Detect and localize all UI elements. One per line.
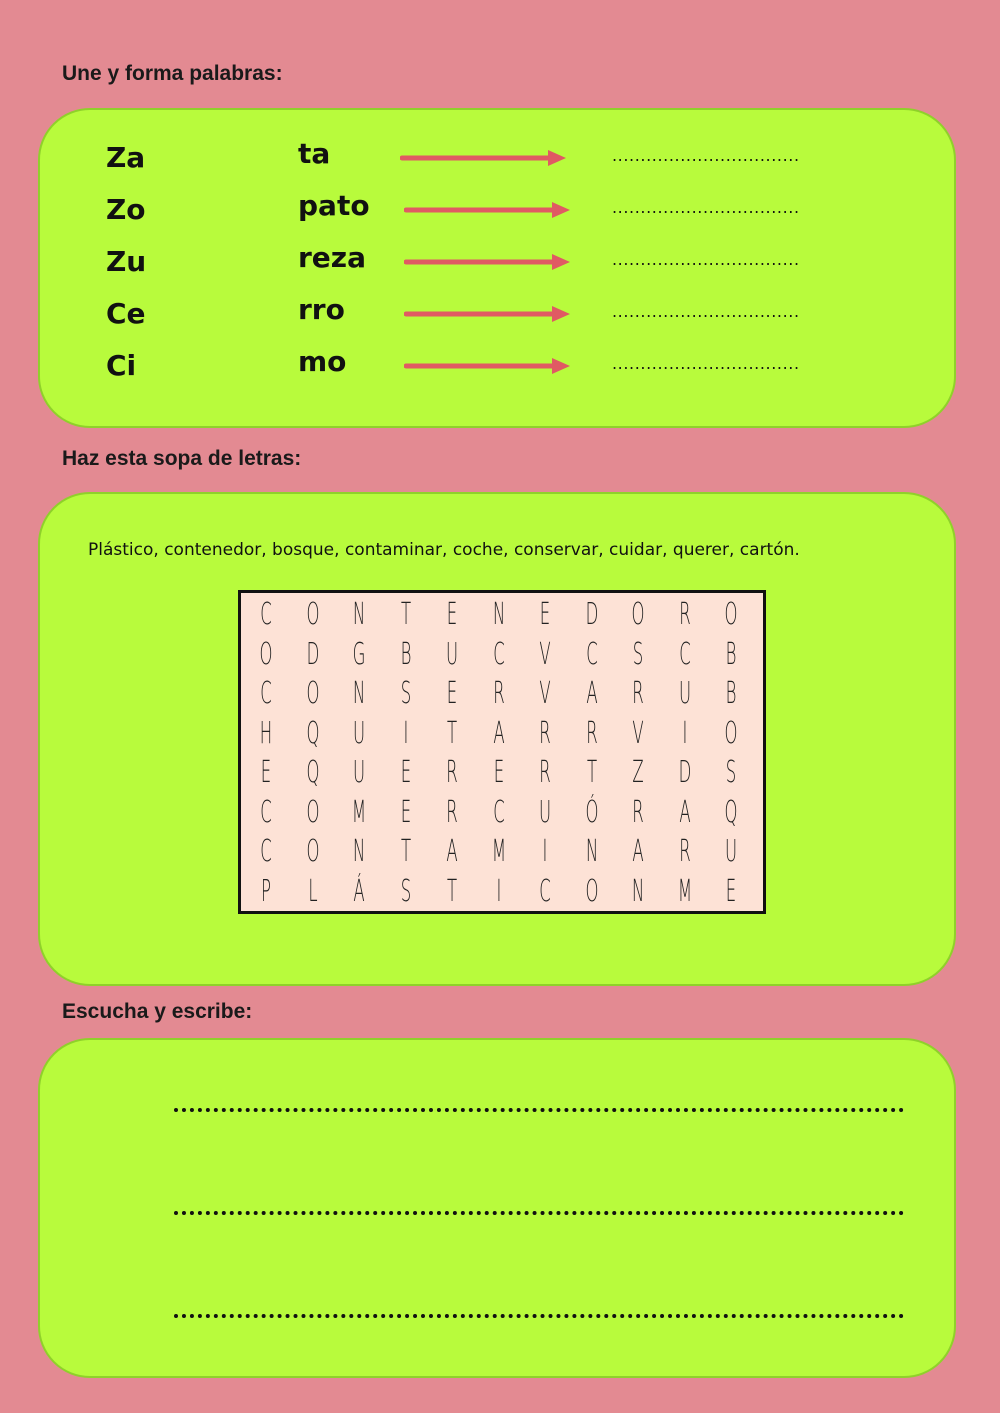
grid-letter[interactable]: N (352, 597, 366, 632)
arrow-right-icon (404, 304, 574, 324)
grid-letter[interactable]: S (725, 755, 737, 790)
left-syllable: Za (106, 141, 146, 174)
grid-letter[interactable]: R (539, 715, 551, 751)
grid-letter[interactable]: Z (632, 755, 644, 790)
grid-letter[interactable]: V (539, 636, 551, 672)
grid-letter[interactable]: E (446, 597, 458, 632)
grid-letter[interactable]: T (446, 873, 458, 909)
dictation-line-1[interactable] (174, 1108, 904, 1112)
grid-letter[interactable]: P (261, 873, 271, 909)
grid-letter[interactable]: O (306, 676, 319, 711)
grid-letter[interactable]: E (446, 676, 458, 711)
grid-letter[interactable]: D (306, 636, 319, 672)
grid-letter[interactable]: B (725, 636, 737, 672)
section-heading-wordsearch: Haz esta sopa de letras: (62, 447, 302, 470)
grid-letter[interactable]: O (585, 873, 598, 909)
grid-letter[interactable]: S (632, 636, 644, 672)
grid-letter[interactable]: G (352, 636, 366, 672)
right-syllable: mo (298, 345, 347, 378)
grid-letter[interactable]: S (400, 676, 411, 711)
grid-letter[interactable]: U (538, 794, 552, 830)
left-syllable: Ci (106, 349, 137, 382)
right-syllable: ta (298, 137, 331, 170)
grid-letter[interactable]: E (400, 794, 411, 830)
arrow-right-icon (404, 200, 574, 220)
grid-letter[interactable]: C (539, 873, 551, 909)
grid-letter[interactable]: R (632, 794, 644, 830)
grid-letter[interactable]: R (539, 755, 551, 790)
grid-letter[interactable]: N (585, 834, 598, 869)
grid-letter[interactable]: H (259, 715, 273, 751)
grid-letter[interactable]: R (446, 755, 458, 790)
grid-letter[interactable]: U (352, 755, 366, 790)
grid-letter[interactable]: I (496, 873, 501, 909)
answer-blank[interactable]: ................................. (612, 354, 800, 373)
grid-letter[interactable]: I (682, 715, 687, 751)
dictation-line-2[interactable] (174, 1211, 904, 1215)
grid-letter[interactable]: T (400, 834, 411, 869)
grid-letter[interactable]: O (724, 715, 738, 751)
grid-letter[interactable]: A (678, 794, 691, 830)
grid-letter[interactable]: T (586, 755, 597, 790)
dictation-panel (38, 1038, 956, 1378)
right-syllable: pato (298, 189, 370, 222)
grid-letter[interactable]: O (631, 597, 645, 632)
grid-letter[interactable]: U (724, 834, 738, 869)
grid-letter[interactable]: C (492, 636, 505, 672)
grid-letter[interactable]: U (678, 676, 691, 711)
grid-letter[interactable]: T (400, 597, 411, 632)
grid-letter[interactable]: L (307, 873, 318, 909)
grid-letter[interactable]: T (446, 715, 458, 751)
grid-letter[interactable]: D (585, 597, 598, 632)
grid-letter[interactable]: A (632, 834, 644, 869)
match-panel (38, 108, 956, 428)
grid-letter[interactable]: R (585, 715, 598, 751)
grid-letter[interactable]: V (539, 676, 551, 711)
answer-blank[interactable]: ................................. (612, 302, 800, 321)
grid-letter[interactable]: N (492, 597, 505, 632)
grid-letter[interactable]: C (492, 794, 505, 830)
grid-letter[interactable]: A (585, 676, 598, 711)
grid-letter[interactable]: R (678, 834, 691, 869)
grid-letter[interactable]: I (542, 834, 548, 869)
grid-letter[interactable]: Á (353, 873, 365, 909)
grid-letter[interactable]: N (631, 873, 645, 909)
grid-letter[interactable]: Q (306, 715, 319, 751)
grid-letter[interactable]: E (260, 755, 272, 790)
grid-letter[interactable]: C (585, 636, 598, 672)
grid-letter[interactable]: E (493, 755, 504, 790)
grid-letter[interactable]: D (678, 755, 691, 790)
grid-letter[interactable]: M (351, 794, 367, 830)
grid-letter[interactable]: O (306, 794, 319, 830)
grid-letter[interactable]: I (403, 715, 408, 751)
wordsearch-panel (38, 492, 956, 986)
grid-letter[interactable]: N (352, 676, 366, 711)
grid-letter[interactable]: R (678, 597, 691, 632)
grid-letter[interactable]: R (446, 794, 458, 830)
grid-letter[interactable]: C (678, 636, 691, 672)
word-list: Plástico, contenedor, bosque, contaminar, coche, conservar, cuidar, querer, cartón. (88, 540, 800, 560)
grid-letter[interactable]: C (260, 676, 272, 711)
grid-letter[interactable]: C (260, 597, 272, 632)
grid-letter[interactable]: A (492, 715, 505, 751)
right-syllable: rro (298, 293, 345, 326)
letter-grid (238, 590, 766, 914)
grid-letter[interactable]: R (632, 676, 644, 711)
grid-letter[interactable]: O (306, 834, 319, 869)
grid-letter[interactable]: U (352, 715, 366, 751)
grid-letter[interactable]: B (725, 676, 737, 711)
answer-blank[interactable]: ................................. (612, 198, 800, 217)
answer-blank[interactable]: ................................. (612, 146, 800, 165)
grid-letter[interactable]: V (632, 715, 644, 751)
grid-letter[interactable]: B (400, 636, 411, 672)
grid-letter[interactable]: Q (306, 755, 319, 790)
grid-letter[interactable]: C (260, 834, 272, 869)
left-syllable: Zu (106, 245, 147, 278)
grid-letter[interactable]: O (306, 597, 319, 632)
section-heading-dictation: Escucha y escribe: (62, 1000, 253, 1023)
grid-letter[interactable]: M (491, 834, 506, 869)
grid-letter[interactable]: A (446, 834, 458, 869)
grid-letter[interactable]: M (677, 873, 692, 909)
grid-letter[interactable]: Ó (585, 794, 598, 830)
arrow-right-icon (404, 252, 574, 272)
grid-letter[interactable]: R (492, 676, 505, 711)
grid-letter[interactable]: N (352, 834, 366, 869)
arrow-right-icon (400, 148, 570, 168)
grid-letter[interactable]: Q (724, 794, 738, 830)
left-syllable: Zo (106, 193, 146, 226)
dictation-line-3[interactable] (174, 1314, 904, 1318)
grid-letter[interactable]: S (400, 873, 411, 909)
right-syllable: reza (298, 241, 366, 274)
grid-letter[interactable]: O (724, 597, 738, 632)
grid-letter[interactable]: E (400, 755, 411, 790)
grid-letter[interactable]: O (259, 636, 273, 672)
grid-letter[interactable]: U (445, 636, 459, 672)
grid-letter[interactable]: E (539, 597, 551, 632)
grid-letter[interactable]: C (260, 794, 272, 830)
arrow-right-icon (404, 356, 574, 376)
answer-blank[interactable]: ................................. (612, 250, 800, 269)
section-heading-match: Une y forma palabras: (62, 62, 283, 85)
grid-letter[interactable]: E (725, 873, 737, 909)
left-syllable: Ce (106, 297, 146, 330)
